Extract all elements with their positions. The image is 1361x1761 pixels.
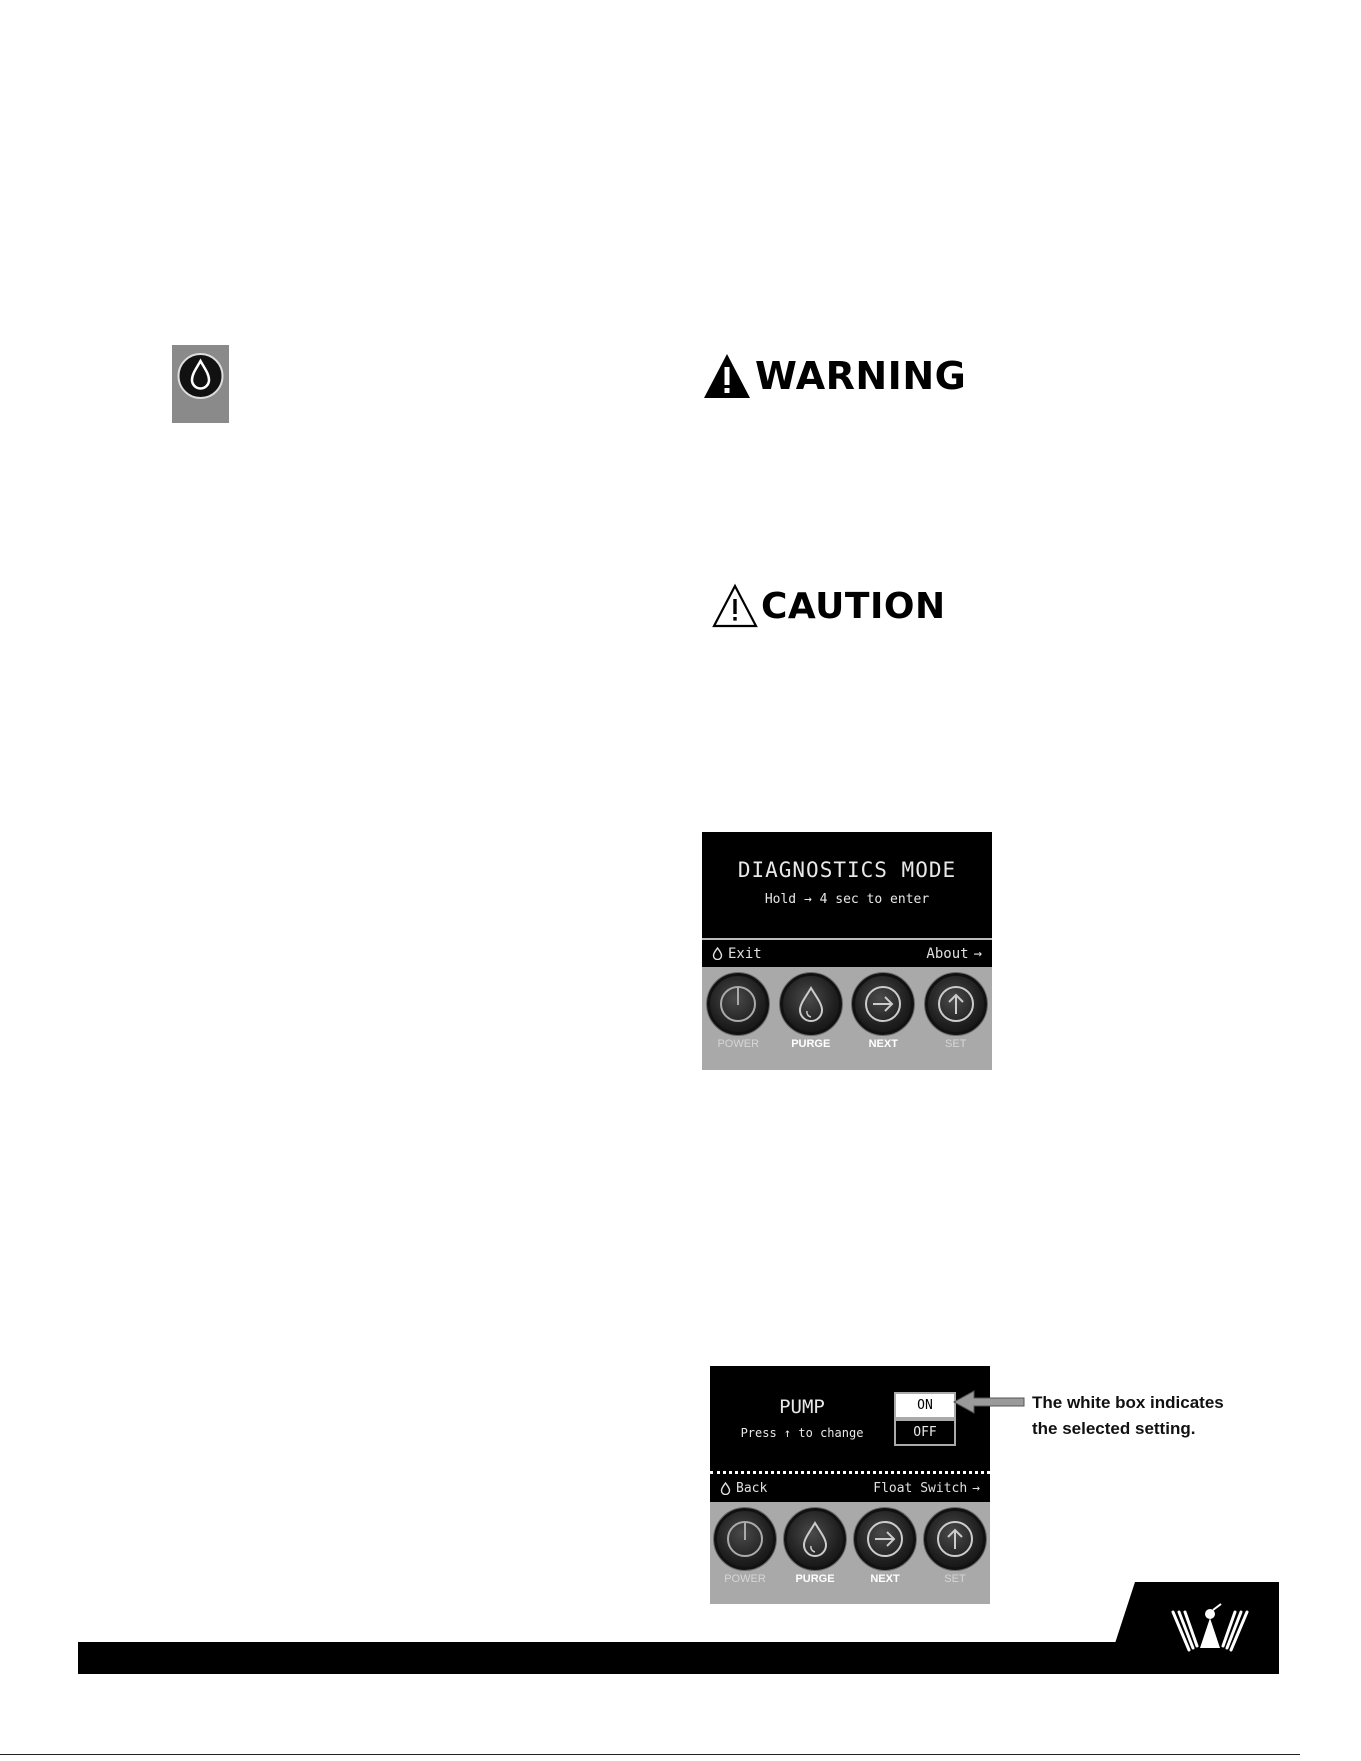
purge-button[interactable] <box>781 1508 849 1585</box>
purge-label: PURGE <box>795 1573 835 1585</box>
display-screen <box>702 832 992 938</box>
power-button[interactable] <box>704 973 772 1050</box>
arrow-right-icon <box>863 984 903 1024</box>
set-button[interactable] <box>922 973 990 1050</box>
set-label: SET <box>944 1573 966 1585</box>
softkey-about-label: About <box>926 945 969 962</box>
softkey-back[interactable] <box>720 1481 767 1496</box>
softkey-exit-label: Exit <box>728 945 762 962</box>
callout-text <box>1032 1390 1262 1442</box>
warning-heading <box>702 350 966 402</box>
warning-label: WARNING <box>755 354 967 398</box>
button-row <box>710 1502 990 1604</box>
screen-title: PUMP <box>779 1396 825 1418</box>
subtitle-pre: Press <box>740 1426 777 1440</box>
power-label: POWER <box>717 1038 760 1050</box>
footer-bar <box>78 1642 1279 1674</box>
option-off[interactable]: OFF <box>894 1419 956 1446</box>
purge-drop-icon <box>172 345 229 423</box>
next-button[interactable] <box>851 1508 919 1585</box>
callout-arrow-icon <box>952 1390 1026 1414</box>
arrow-right-icon: → <box>973 945 982 962</box>
softkey-bar <box>702 938 992 967</box>
screen-subtitle <box>702 892 992 907</box>
caution-triangle-icon <box>712 583 758 629</box>
power-label: POWER <box>724 1573 766 1585</box>
subtitle-pre: Hold <box>764 892 797 907</box>
screen-title: DIAGNOSTICS MODE <box>737 858 957 882</box>
pump-panel <box>710 1366 990 1604</box>
softkey-back-label: Back <box>736 1480 768 1496</box>
subtitle-post: 4 sec to enter <box>819 892 930 907</box>
drop-icon <box>791 984 831 1024</box>
drop-icon <box>720 1482 731 1495</box>
caution-heading <box>712 580 946 632</box>
power-icon <box>718 984 758 1024</box>
softkey-float-switch[interactable] <box>873 1481 980 1496</box>
next-label: NEXT <box>870 1573 900 1585</box>
drop-icon <box>712 947 723 960</box>
arrow-up-icon: ↑ <box>783 1426 792 1440</box>
display-screen <box>710 1366 990 1474</box>
softkey-bar <box>710 1474 990 1502</box>
power-button[interactable] <box>711 1508 779 1585</box>
screen-subtitle <box>720 1426 884 1440</box>
purge-label: PURGE <box>791 1038 831 1050</box>
warning-triangle-icon <box>702 352 752 400</box>
option-on-selected[interactable]: ON <box>894 1392 956 1419</box>
softkey-exit[interactable] <box>712 946 762 962</box>
next-button[interactable] <box>849 973 917 1050</box>
set-label: SET <box>945 1038 967 1050</box>
next-label: NEXT <box>868 1038 898 1050</box>
arrow-right-icon <box>865 1519 905 1559</box>
arrow-up-icon <box>936 984 976 1024</box>
subtitle-post: to change <box>798 1426 864 1440</box>
arrow-up-icon <box>935 1519 975 1559</box>
diagnostics-panel <box>702 832 992 1070</box>
caution-label: CAUTION <box>761 585 946 627</box>
purge-button[interactable] <box>777 973 845 1050</box>
drop-icon <box>795 1519 835 1559</box>
arrow-right-icon: → <box>972 1480 980 1496</box>
set-button[interactable] <box>921 1508 989 1585</box>
callout-line-1: The white box indicates <box>1032 1393 1224 1412</box>
arrow-right-icon: → <box>803 892 812 907</box>
softkey-about[interactable] <box>926 946 982 962</box>
softkey-float-switch-label: Float Switch <box>873 1480 968 1496</box>
power-icon <box>725 1519 765 1559</box>
winged-brand-logo <box>1105 1582 1279 1674</box>
callout-line-2: the selected setting. <box>1032 1419 1196 1438</box>
bottom-rule <box>0 1754 1300 1755</box>
button-row <box>702 967 992 1070</box>
purge-badge <box>172 345 229 423</box>
